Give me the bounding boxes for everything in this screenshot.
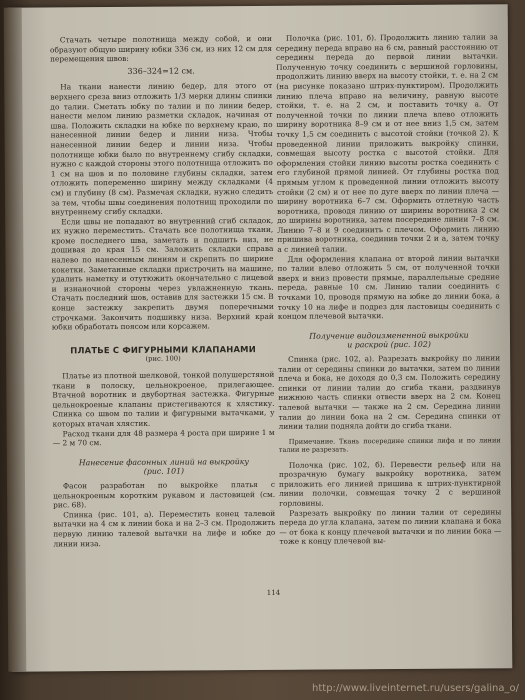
note: Примечание. Ткань посередине спинки лифа и по линии талии не разрезать. [278, 436, 501, 455]
section-heading: ПЛАТЬЕ С ФИГУРНЫМИ КЛАПАНАМИ [70, 343, 256, 356]
paragraph: Платье из плотной шелковой, тонкой полушерстяной ткани в полоску, цельнокроеное, прилегающее. Втачной воротник и двубортная застежка. Фигурные цельнокроеные клапаны пристегиваются к хлястику. Спинка со швом по талии и фигурными вытачками, у которых втачан хлястик. [52, 369, 275, 429]
paragraph: Разрезать выкройку по линии талии от середины переда до угла клапана, затем по линии клапана и бока — от бока к концу плечевой вытачки и по линии бока — тоже к концу плечевой вы- [279, 506, 502, 547]
paragraph: Спинка (рис. 101, а). Переместить конец талевой вытачки на 4 см к линии бока и на 2–3 см. Продолжить первую линию талевой вытачки на лифе и юбке до линии низа. [53, 508, 276, 548]
left-column [50, 34, 276, 549]
right-column [276, 32, 502, 546]
page-number: 114 [266, 588, 281, 597]
figure-reference: (рис. 100) [145, 354, 181, 364]
paragraph: На ткани нанести линию бедер, для этого от верхнего среза вниз отложить 1/3 мерки длины спинки до талии. Сметать юбку по талии и по линии бедер, нанести мелом линию разметки складок, начиная от шва. Положить складки на юбке по верхнему краю, по нанесенной линии бедер и линии низа. Чтобы нанесенной линии бедер и линии низа. Чтобы полотнище юбки было по внутреннему сгибу складки, нужно с каждой стороны этого полотнища отложить по 1 см на шов и по половине глубины складки, затем отложить попеременно ширину между складками (4 см) и глубину (8 см). Размечая складки, нужно следить за тем, чтобы швы соединения полотнищ проходили по внутреннему сгибу складки. [50, 81, 274, 217]
book-page [8, 4, 513, 671]
watermark-url: http://www.liveinternet.ru/users/galina_o/ [312, 683, 519, 694]
book-spine [4, 8, 27, 672]
paragraph: Для оформления клапана от второй линии вытачки по талии влево отложить 5 см, от полученной точки вверх и вниз провести прямые, параллельные средние переда, равные 10 см. Линию талии соединить с точками 10, проводя прямую на юбке до линии бока, а точку 10 на лифе и подрез для ластовицы соединить с концом плечевой вытачки. [277, 252, 500, 322]
paragraph: Стачать четыре полотнища между собой, и они образуют общую ширину юбки 336 см, из них 12 см для перемещения швов: [49, 33, 273, 64]
paragraph: Полочка (рис. 102, б). Перевести рельеф или на прозрачную бумагу выкройку воротника, затем приложить его линией пришива к штрих-пунктирной линии полочки, совмещая точку 2 с вершиной горловины. [278, 458, 502, 508]
subsection-heading: Нанесение фасонных линий на выкройку (рис. 101) [78, 456, 249, 477]
paragraph: Фасон разработан по выкройке платья с цельнокроеным коротким рукавом и ластовицей (см. рис. 68). [53, 479, 276, 510]
subsection-heading: Получение видоизмененной выкройки и раскрой (рис. 102) [309, 330, 469, 350]
paragraph: Если швы не попадают во внутренний сгиб складок, их нужно переместить. Стачать все полотнища ткани, кроме последнего шва, заметать и подшить низ, не дошивая до края 15 см. Заложить складки справа налево по нанесенным линиям и скрепить по ширине кокетки. Заметанные складки пристрочить на машине, удалить наметку и отутюжить окончательно с лицевой и изнаночной стороны через увлажненную ткань. Стачать последний шов, оставив для застежки 15 см. В конце застежку закрепить двумя поперечными строчками. Закончить подшивку низа. Верхний край юбки обработать поясом или корсажем. [51, 215, 274, 332]
paragraph: Расход ткани для 48 размера 4 роста при ширине 1 м — 2 м 70 см. [52, 427, 275, 448]
paragraph: Спинка (рис. 102, а). Разрезать выкройку по линии талии от середины спинки до вытачки, затем по линии плеча и бока, не доходя до 0,3 см. Положить середину спинки от линии талии до сгиба ткани, раздвинув нижнюю часть спинки отвести вверх на 2 см. Конец талевой вытачки — также на 2 см. Середина линии талии до линии бока на 2 см. Середина спинки от линии талии подняла дойти до сгиба ткани. [278, 353, 501, 432]
formula: 336–324=12 см. [127, 66, 195, 76]
paragraph: Полочка (рис. 101, б). Продолжить линию талии за середину переда вправо на 6 см, равный расстоянию от середины переда до первой линии вытачки. Полученную точку соединить с вершиной горловины, продолжить линию вверх на высоту стойки, т. е. на 2 см (на рисунке показано штрих-пунктиром). Продолжить линию плеча вправо на величину, равную высоте стойки, т. е. на 2 см, и поставить точку а. От полученной точки по линии плеча влево отложить ширину воротника 8–9 см и от нее вниз 1,5 см, затем точку 1,5 см соединить с высотой стойки (точкой 2). К проведенной линии приложить выкройку спинки, совмещая высоту ростка с высотой стойки. Для оформления стойки линию высоты ростка соединить с его глубиной прямой линией. От глубины ростка под прямым углом к проведенной линии отложить высоту стойки (2 см) и от нее по дуге вверх по линии плеча — ширину воротника 6–7 см. Оформить отлетную часть воротника, проводя линию от ширины воротника 2 см до ширины воротника, затем посередине линии 7–8 см. Линию 7–8 и 9 соединить с плечом. Оформить линию пришива воротника, соединив точки 2 и а, затем точку а с линией талии. [275, 32, 500, 254]
